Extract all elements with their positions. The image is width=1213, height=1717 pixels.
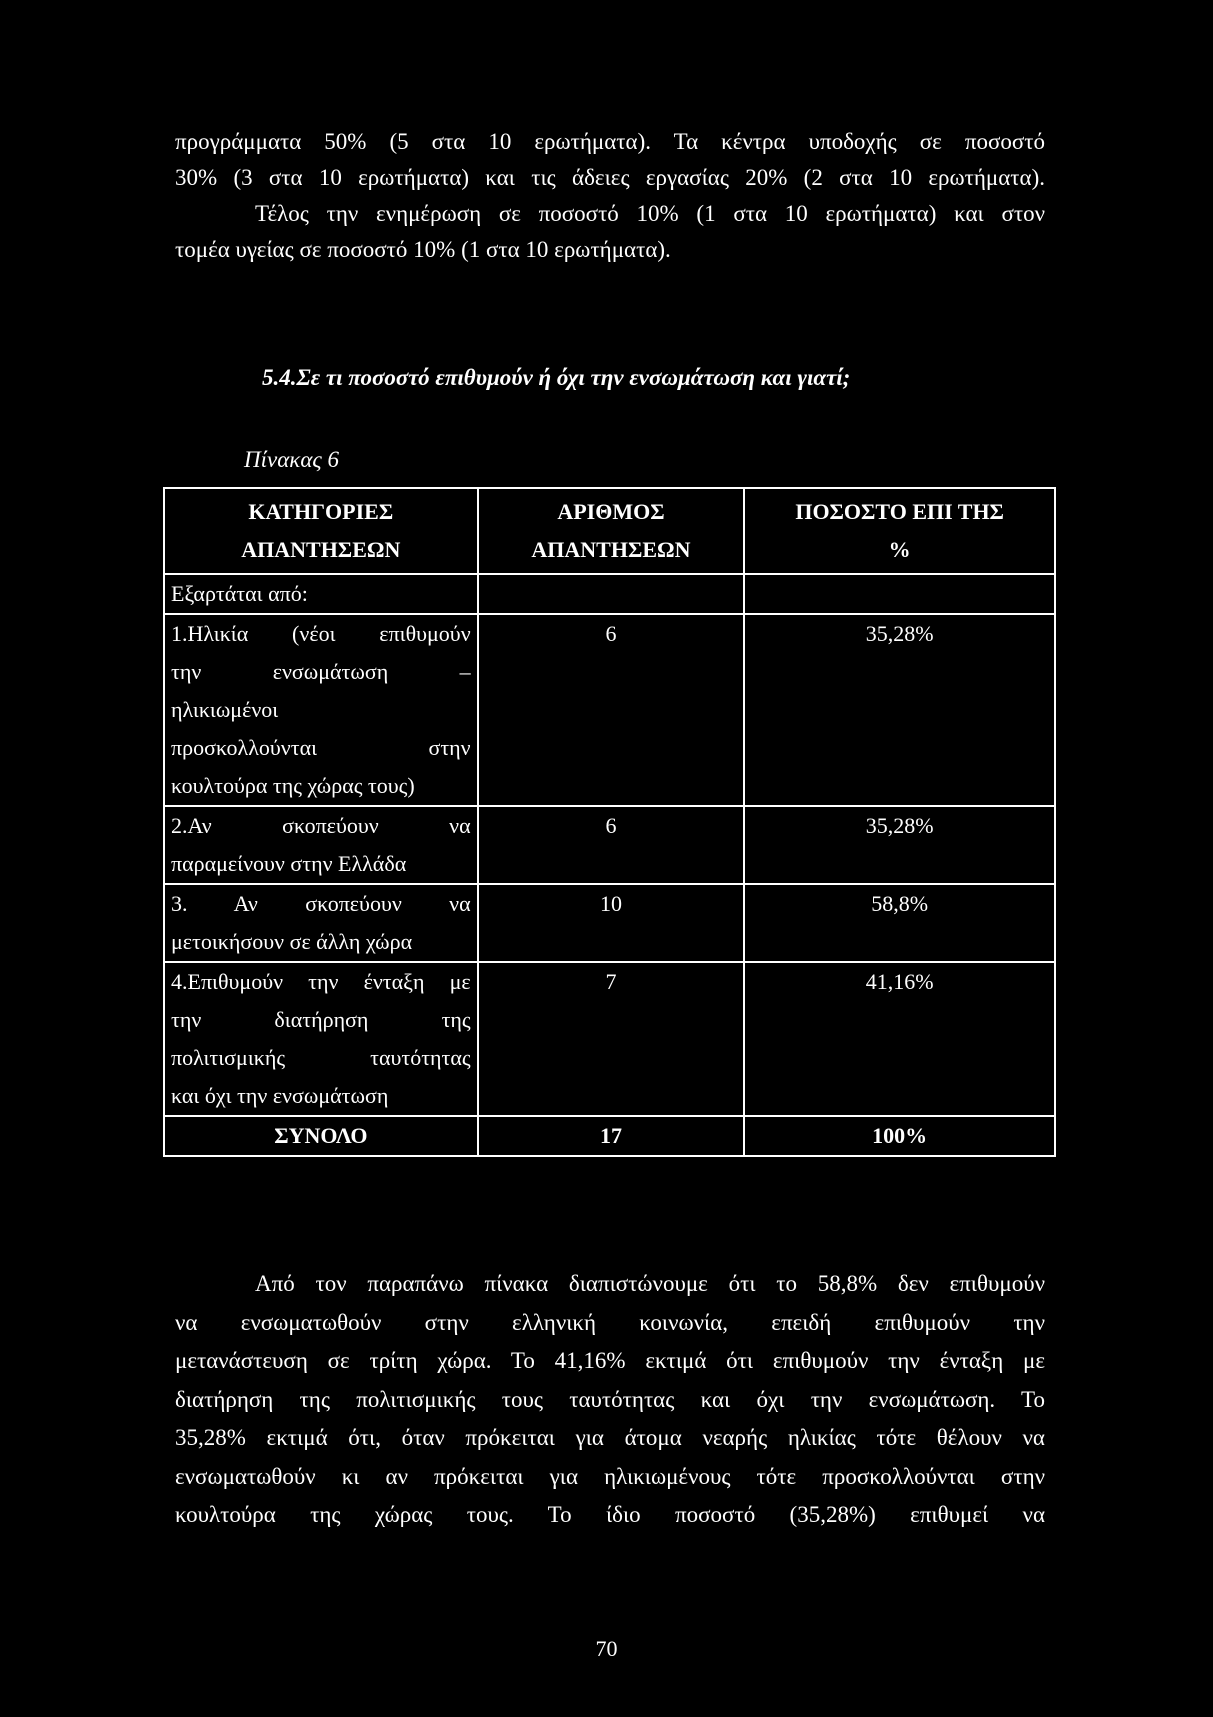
table-header-row (164, 488, 1055, 574)
row-category: 1.Ηλικία (νέοι επιθυμούν την ενσωμάτωση – ηλικιωμένοι προσκολλούνται στην κουλτούρα της χώρας τους) (164, 614, 478, 806)
empty-cell (478, 574, 745, 614)
table-caption: Πίνακας 6 (244, 447, 339, 472)
conclusion-line: να ενσωματωθούν στην ελληνική κοινωνία, επειδή επιθυμούν την (175, 1309, 1045, 1335)
section-heading: 5.4.Σε τι ποσοστό επιθυμούν ή όχι την ενσωμάτωση και γιατί; (262, 365, 851, 390)
total-percent: 100% (744, 1116, 1055, 1156)
table-row-depends (164, 574, 1055, 614)
row-count: 6 (478, 614, 745, 806)
table-total-row (164, 1116, 1055, 1156)
conclusion-line: ενσωματωθούν κι αν πρόκειται για ηλικιωμένους τότε προσκολλούνται στην (175, 1463, 1045, 1489)
page-number: 70 (595, 1636, 618, 1661)
conclusion-line: μετανάστευση σε τρίτη χώρα. Το 41,16% εκτιμά ότι επιθυμούν την ένταξη με (175, 1348, 1045, 1373)
intro-line: προγράμματα 50% (5 στα 10 ερωτήματα). Τα κέντρα υποδοχής σε ποσοστό (175, 129, 1045, 154)
conclusion-line: 35,28% εκτιμά ότι, όταν πρόκειται για άτομα νεαρής ηλικίας τότε θέλουν να (175, 1425, 1045, 1450)
total-label: ΣΥΝΟΛΟ (164, 1116, 478, 1156)
header-categories: ΚΑΤΗΓΟΡΙΕΣ ΑΠΑΝΤΗΣΕΩΝ (164, 488, 478, 574)
intro-line: 30% (3 στα 10 ερωτήματα) και τις άδειες εργασίας 20% (2 στα 10 ερωτήματα). (175, 165, 1045, 190)
responses-table (163, 487, 1056, 1157)
table-row (164, 884, 1055, 962)
conclusion-line: Από τον παραπάνω πίνακα διαπιστώνουμε ότι το 58,8% δεν επιθυμούν (255, 1271, 1045, 1296)
conclusion-line: διατήρηση της πολιτισμικής τους ταυτότητας και όχι την ενσωμάτωση. Το (175, 1386, 1045, 1412)
table-row (164, 614, 1055, 806)
row-category: 2.Αν σκοπεύουν να παραμείνουν στην Ελλάδα (164, 806, 478, 884)
conclusion-line: κουλτούρα της χώρας τους. Το ίδιο ποσοστό (35,28%) επιθυμεί να (175, 1502, 1045, 1527)
row-count: 7 (478, 962, 745, 1116)
row-count: 10 (478, 884, 745, 962)
intro-line: Τέλος την ενημέρωση σε ποσοστό 10% (1 στα 10 ερωτήματα) και στον (255, 201, 1045, 226)
table-row (164, 806, 1055, 884)
conclusion-paragraph (175, 1265, 1045, 1535)
intro-line: τομέα υγείας σε ποσοστό 10% (1 στα 10 ερωτήματα). (175, 237, 671, 262)
row-percent: 41,16% (744, 962, 1055, 1116)
table-row (164, 962, 1055, 1116)
row-percent: 58,8% (744, 884, 1055, 962)
empty-cell (744, 574, 1055, 614)
header-count: ΑΡΙΘΜΟΣ ΑΠΑΝΤΗΣΕΩΝ (478, 488, 745, 574)
row-category: 4.Επιθυμούν την ένταξη με την διατήρηση της πολιτισμικής ταυτότητας και όχι την ενσωμάτωση (164, 962, 478, 1116)
row-count: 6 (478, 806, 745, 884)
header-percent: ΠΟΣΟΣΤΟ ΕΠΙ ΤΗΣ % (744, 488, 1055, 574)
row-percent: 35,28% (744, 614, 1055, 806)
depends-label: Εξαρτάται από: (164, 574, 478, 614)
row-percent: 35,28% (744, 806, 1055, 884)
row-category: 3. Αν σκοπεύουν να μετοικήσουν σε άλλη χώρα (164, 884, 478, 962)
intro-paragraph (175, 124, 1045, 268)
total-count: 17 (478, 1116, 745, 1156)
